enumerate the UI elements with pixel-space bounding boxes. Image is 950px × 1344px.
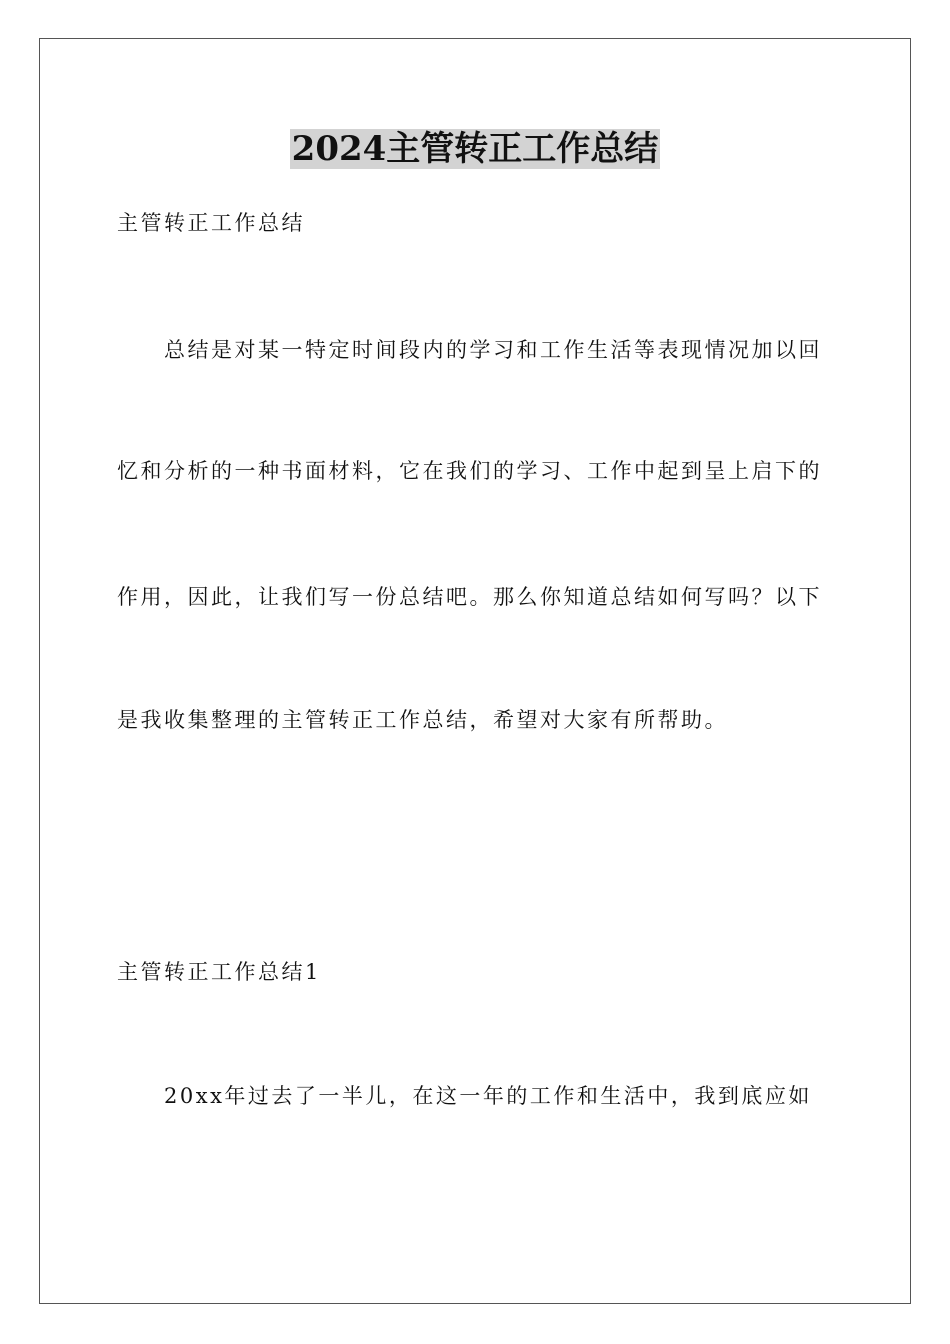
section-paragraph-line-1: 20xx年过去了一半儿，在这一年的工作和生活中，我到底应如 [164, 1084, 812, 1108]
intro-paragraph-line-1: 总结是对某一特定时间段内的学习和工作生活等表现情况加以回 [164, 338, 822, 362]
document-title-text: 2024主管转正工作总结 [291, 129, 659, 169]
intro-paragraph-line-3: 作用，因此，让我们写一份总结吧。那么你知道总结如何写吗？以下 [117, 585, 822, 609]
section-heading: 主管转正工作总结1 [117, 960, 321, 984]
document-title [0, 127, 950, 171]
intro-paragraph-line-4: 是我收集整理的主管转正工作总结，希望对大家有所帮助。 [117, 708, 728, 732]
intro-paragraph-line-2: 忆和分析的一种书面材料，它在我们的学习、工作中起到呈上启下的 [117, 459, 822, 483]
document-subtitle: 主管转正工作总结 [117, 211, 305, 235]
